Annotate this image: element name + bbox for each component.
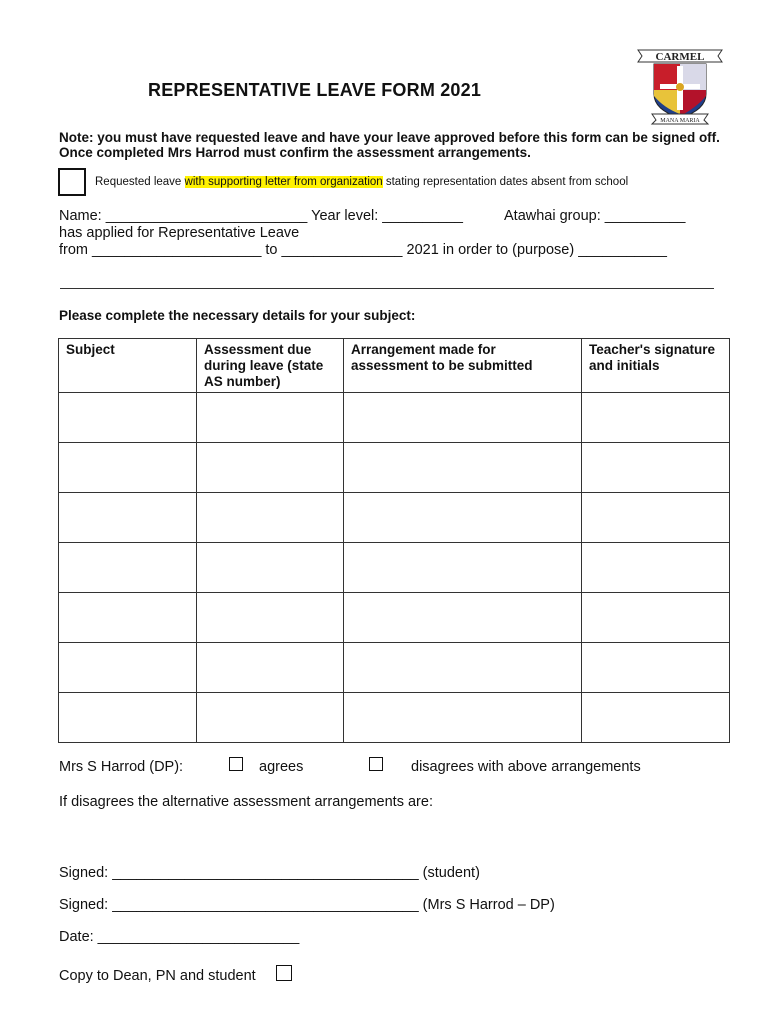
- subject-column-header: Subject: [59, 339, 197, 393]
- subject-cell[interactable]: [59, 593, 197, 643]
- signature-cell[interactable]: [582, 443, 730, 493]
- subject-arrangements-table: [58, 338, 730, 743]
- school-crest-logo: [634, 44, 726, 126]
- signature-cell[interactable]: [582, 393, 730, 443]
- disagrees-checkbox[interactable]: [369, 757, 383, 771]
- requested-leave-label: [95, 176, 628, 188]
- assessment-cell[interactable]: [197, 693, 344, 743]
- table-row: [59, 443, 730, 493]
- requested-leave-suffix: stating representation dates absent from school: [382, 176, 629, 188]
- arrangement-cell[interactable]: [344, 393, 582, 443]
- assessment-cell[interactable]: [197, 643, 344, 693]
- subject-cell[interactable]: [59, 443, 197, 493]
- table-row: [59, 593, 730, 643]
- approval-note: Note: you must have requested leave and have your leave approved before this form can be signed off. Once completed Mrs Harrod must confirm the assessment arrangements.: [59, 130, 720, 160]
- subject-cell[interactable]: [59, 393, 197, 443]
- subject-cell[interactable]: [59, 643, 197, 693]
- requested-leave-prefix: Requested leave: [95, 176, 185, 188]
- atawhai-group-field[interactable]: Atawhai group: __________: [504, 208, 686, 224]
- dates-purpose-field[interactable]: from _____________________ to _______________ 2021 in order to (purpose) ___________: [59, 242, 667, 258]
- form-title: REPRESENTATIVE LEAVE FORM 2021: [148, 80, 482, 100]
- arrangement-cell[interactable]: [344, 543, 582, 593]
- assessment-cell[interactable]: [197, 493, 344, 543]
- assessment-cell[interactable]: [197, 393, 344, 443]
- alternative-arrangements-label: If disagrees the alternative assessment arrangements are:: [59, 794, 433, 810]
- svg-text:MANA MARIA: MANA MARIA: [660, 118, 700, 124]
- date-field[interactable]: Date: _________________________: [59, 929, 300, 945]
- arrangement-cell[interactable]: [344, 643, 582, 693]
- signature-cell[interactable]: [582, 643, 730, 693]
- arrangement-cell[interactable]: [344, 443, 582, 493]
- table-row: [59, 693, 730, 743]
- supporting-letter-highlight: with supporting letter from organization: [184, 176, 383, 188]
- subject-details-heading: Please complete the necessary details for your subject:: [59, 308, 416, 323]
- subject-cell[interactable]: [59, 693, 197, 743]
- copy-checkbox[interactable]: [276, 965, 292, 981]
- subject-cell[interactable]: [59, 543, 197, 593]
- table-row: [59, 493, 730, 543]
- arrangement-column-header: Arrangement made for assessment to be submitted: [344, 339, 582, 393]
- student-signature-field[interactable]: Signed: ______________________________________ (student): [59, 865, 480, 881]
- table-row: [59, 393, 730, 443]
- teacher-signature-column-header: Teacher's signature and initials: [582, 339, 730, 393]
- assessment-due-column-header: Assessment due during leave (state AS number): [197, 339, 344, 393]
- requested-leave-checkbox[interactable]: [58, 168, 86, 196]
- disagrees-label: disagrees with above arrangements: [411, 759, 641, 775]
- svg-text:CARMEL: CARMEL: [655, 51, 705, 63]
- arrangement-cell[interactable]: [344, 493, 582, 543]
- dp-signature-field[interactable]: Signed: ______________________________________ (Mrs S Harrod – DP): [59, 897, 555, 913]
- table-row: [59, 643, 730, 693]
- assessment-cell[interactable]: [197, 593, 344, 643]
- purpose-continuation-line[interactable]: [60, 288, 714, 289]
- table-header-row: [59, 339, 730, 393]
- assessment-cell[interactable]: [197, 443, 344, 493]
- signature-cell[interactable]: [582, 543, 730, 593]
- dp-approval-label: Mrs S Harrod (DP):: [59, 759, 184, 775]
- signature-cell[interactable]: [582, 493, 730, 543]
- name-year-field[interactable]: Name: _________________________ Year level: __________: [59, 208, 463, 224]
- signature-cell[interactable]: [582, 693, 730, 743]
- signature-cell[interactable]: [582, 593, 730, 643]
- agrees-label: agrees: [259, 759, 304, 775]
- agrees-checkbox[interactable]: [229, 757, 243, 771]
- arrangement-cell[interactable]: [344, 593, 582, 643]
- assessment-cell[interactable]: [197, 543, 344, 593]
- arrangement-cell[interactable]: [344, 693, 582, 743]
- copy-distribution-label: Copy to Dean, PN and student: [59, 968, 256, 984]
- table-row: [59, 543, 730, 593]
- subject-cell[interactable]: [59, 493, 197, 543]
- applied-statement: has applied for Representative Leave: [59, 225, 300, 241]
